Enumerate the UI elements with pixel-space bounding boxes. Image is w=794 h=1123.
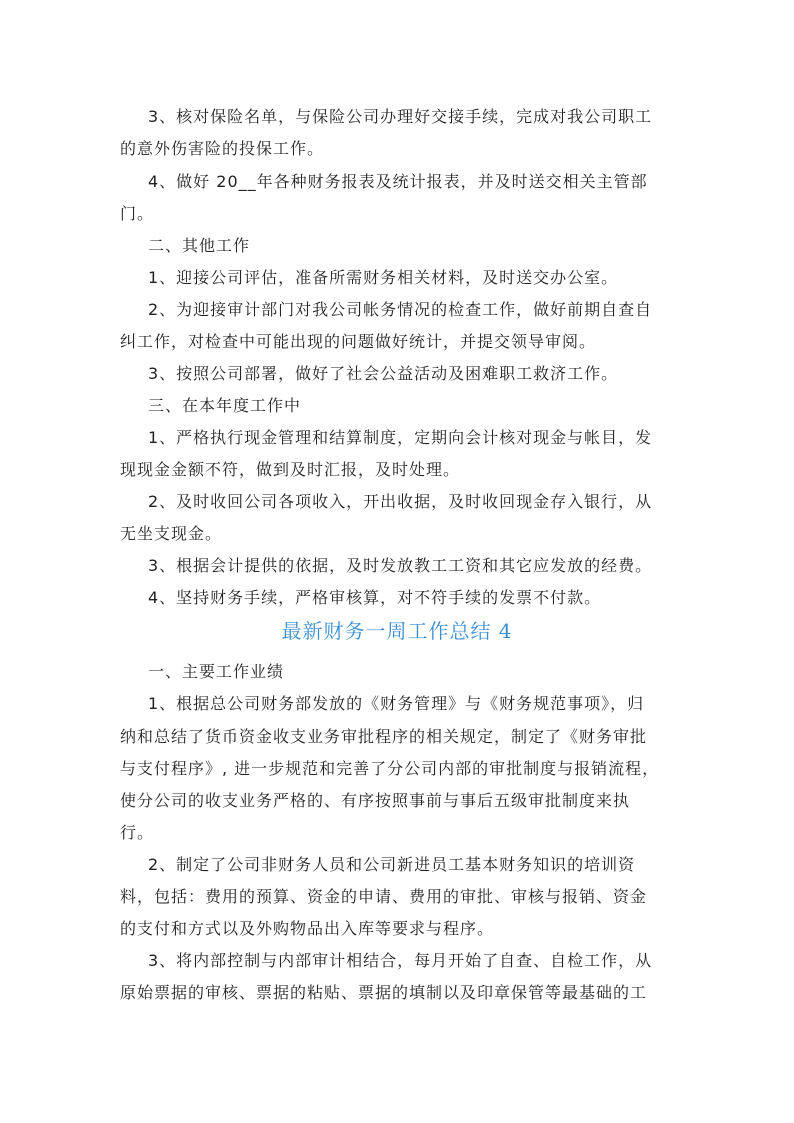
paragraph-line: 1、严格执行现金管理和结算制度，定期向会计核对现金与帐目，发 <box>148 428 653 447</box>
paragraph-line: 3、根据会计提供的依据，及时发放教工工资和其它应发放的经费。 <box>148 556 653 575</box>
paragraph-line: 原始票据的审核、票据的粘贴、票据的填制以及印章保管等最基础的工 <box>120 983 648 1002</box>
paragraph-line: 1、根据总公司财务部发放的《财务管理》与《财务规范事项》，归 <box>148 694 645 713</box>
paragraph-line: 现现金金额不符，做到及时汇报，及时处理。 <box>120 460 461 479</box>
paragraph-line: 与支付程序》, 进一步规范和完善了分公司内部的审批制度与报销流程， <box>120 759 660 778</box>
paragraph-line: 2、制定了公司非财务人员和公司新进员工基本财务知识的培训资 <box>148 855 636 874</box>
section-subheading: 二、其他工作 <box>148 236 251 255</box>
paragraph-line: 3、按照公司部署，做好了社会公益活动及困难职工救济工作。 <box>148 364 619 383</box>
paragraph-line: 1、迎接公司评估，准备所需财务相关材料，及时送交办公室。 <box>148 268 619 287</box>
paragraph-line: 使分公司的收支业务严格的、有序按照事前与事后五级审批制度来执 <box>120 791 631 810</box>
section-subheading: 一、主要工作业绩 <box>148 662 285 681</box>
paragraph-line: 4、做好 20__年各种财务报表及统计报表，并及时送交相关主管部 <box>148 172 648 191</box>
paragraph-line: 2、及时收回公司各项收入，开出收据，及时收回现金存入银行，从 <box>148 492 653 511</box>
paragraph-line: 的意外伤害险的投保工作。 <box>120 139 325 158</box>
paragraph-line: 门。 <box>120 204 155 223</box>
paragraph-line: 的支付和方式以及外购物品出入库等要求与程序。 <box>120 919 495 938</box>
paragraph-line: 4、坚持财务手续，严格审核算，对不符手续的发票不付款。 <box>148 588 602 607</box>
paragraph-line: 无坐支现金。 <box>120 524 223 543</box>
paragraph-line: 纠工作，对检查中可能出现的问题做好统计，并提交领导审阅。 <box>120 332 597 351</box>
paragraph-line: 3、核对保险名单，与保险公司办理好交接手续，完成对我公司职工 <box>148 107 653 126</box>
paragraph-line: 2、为迎接审计部门对我公司帐务情况的检查工作，做好前期自查自 <box>148 300 653 319</box>
section-title: 最新财务一周工作总结 4 <box>281 619 513 643</box>
paragraph-line: 纳和总结了货币资金收支业务审批程序的相关规定，制定了《财务审批 <box>120 727 648 746</box>
section-subheading: 三、在本年度工作中 <box>148 396 302 415</box>
paragraph-line: 3、将内部控制与内部审计相结合，每月开始了自查、自检工作，从 <box>148 951 653 970</box>
paragraph-line: 料，包括：费用的预算、资金的申请、费用的审批、审核与报销、资金 <box>120 887 648 906</box>
paragraph-line: 行。 <box>120 823 155 842</box>
